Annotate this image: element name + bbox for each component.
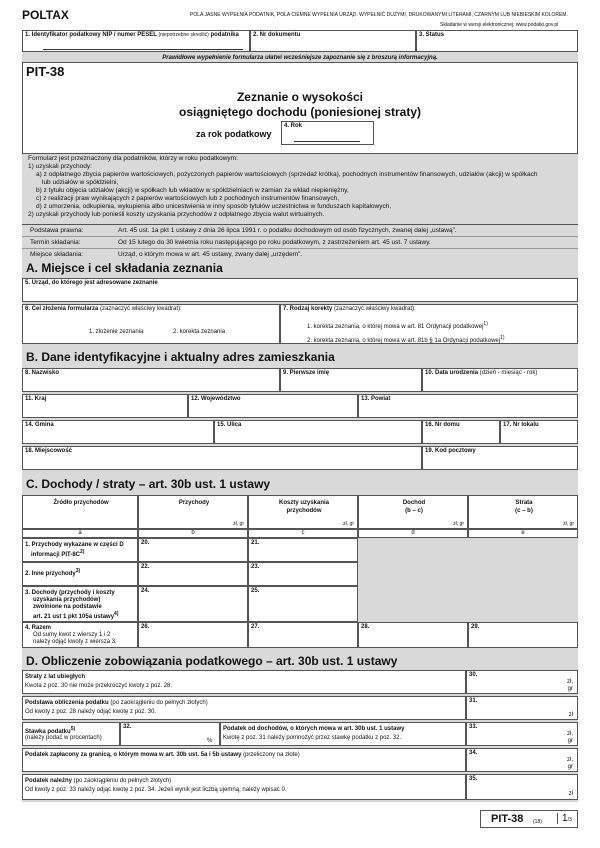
field-30[interactable]: 30. zł, gr: [466, 670, 578, 694]
intro-item: d) z umorzenia, odkupienia, wykupienia albo unicestwienia w inny sposób tytułów uczestnictwa w funduszach kapitałowych,: [36, 203, 392, 210]
field-nip-label: 1. Identyfikator podatkowy NIP / numer PESEL (niepotrzebne skreślić) podatnika: [25, 32, 239, 38]
field-birth-date[interactable]: 10. Data urodzenia (dzień - miesiąc - rok): [422, 368, 578, 392]
col-letter: d: [358, 529, 468, 538]
field-first-name[interactable]: 9. Pierwsze imię: [280, 368, 422, 392]
field-28[interactable]: 28.: [358, 622, 468, 648]
footer-page-box: [480, 810, 578, 828]
field-postal-code[interactable]: 19. Kod pocztowy: [422, 446, 578, 470]
col-header-costs: Koszty uzyskania przychodów zł, gr: [248, 495, 358, 529]
intro-item: lub udziałów w spółdzielni,: [42, 179, 119, 186]
row-label-other: 2. Inne przychody$^{3)}$: [22, 562, 138, 586]
row-label-tax-amount: Podatek od dochodów, o których mowa w art. 30b ust. 1 ustawy Kwotę z poz. 31 należy pomnożyć przez stawkę podatku z poz. 32.: [220, 722, 466, 746]
intro-item: 2) uzyskali przychody lub ponieśli koszty uzyskania przychodów z odpłatnego zbycia walut wirtualnych.: [28, 211, 325, 218]
field-district[interactable]: 13. Powiat: [358, 394, 578, 418]
field-26[interactable]: 26.: [138, 622, 248, 648]
field-tax-office[interactable]: 5. Urząd, do którego jest adresowane zeznanie: [22, 278, 578, 302]
option-correction-81b[interactable]: 2. korekta zeznania, o której mowa w art. 81b § 1a Ordynacji podatkowej$^{1)}$: [307, 335, 505, 344]
intro-item: 1) uzyskali przychody:: [28, 163, 92, 170]
intro-item: b) z tytułu objęcia udziałów (akcji) w spółkach lub wkładów w spółdzielniach w zamian za wkład niepieniężny,: [36, 187, 349, 194]
row-label-total: 4. Razem Od sumy kwot z wierszy 1 i 2 należy odjąć kwoty z wiersza 3.: [22, 622, 138, 648]
field-32[interactable]: 32. %: [120, 722, 220, 746]
field-house-number[interactable]: 16. Nr domu: [422, 420, 500, 444]
field-document-number: 2. Nr dokumentu: [250, 30, 416, 52]
col-header-income: Dochód (b – c) zł, gr: [358, 495, 468, 529]
col-header-revenue: Przychody zł, gr: [138, 495, 248, 529]
col-letter: a: [22, 529, 138, 538]
field-city[interactable]: 18. Miejscowość: [22, 446, 422, 470]
field-33[interactable]: 33. zł, gr: [466, 722, 578, 746]
field-25[interactable]: 25.: [248, 586, 358, 622]
field-year[interactable]: 4. Rok: [281, 121, 374, 145]
col-header-source: Źródło przychodów: [22, 495, 138, 529]
year-label: za rok podatkowy: [196, 129, 272, 139]
field-20[interactable]: 20.: [138, 538, 248, 562]
option-correction-81[interactable]: 1. korekta zeznania, o której mowa w art. 81 Ordynacji podatkowej$^{1)}$: [307, 321, 488, 330]
footer-version: (18): [533, 819, 542, 825]
field-nip-pesel[interactable]: [22, 30, 250, 52]
section-a-title: A. Miejsce i cel składania zeznania: [26, 261, 223, 275]
form-title-line1: Zeznanie o wysokości: [236, 90, 364, 104]
e-version-note: Składanie w wersji elektronicznej: www.podatki.gov.pl: [440, 22, 559, 28]
intro-item: c) z realizacji praw wynikających z papierów wartościowych lub z pochodnych instrumentów finansowych,: [36, 195, 340, 202]
intro-lead: Formularz jest przeznaczony dla podatników, którzy w roku podatkowym:: [28, 155, 238, 162]
digit-line: [43, 49, 243, 50]
row-label-prior-losses: Straty z lat ubiegłych Kwota z poz. 30 nie może przekroczyć kwoty z poz. 28.: [22, 670, 466, 694]
field-27[interactable]: 27.: [248, 622, 358, 648]
field-voivodeship[interactable]: 12. Województwo: [188, 394, 358, 418]
field-status: 3. Status: [416, 30, 578, 52]
field-34[interactable]: 34. zł, gr: [466, 748, 578, 772]
section-d-title: D. Obliczenie zobowiązania podatkowego – art. 30b ust. 1 ustawy: [26, 654, 398, 668]
field-surname[interactable]: 8. Nazwisko: [22, 368, 280, 392]
col-letter: c: [248, 529, 358, 538]
col-header-loss: Strata (c – b) zł, gr: [468, 495, 578, 529]
option-submit[interactable]: 1. złożenie zeznania: [89, 329, 144, 335]
field-23[interactable]: 23.: [248, 562, 358, 586]
field-35[interactable]: 35. zł: [466, 774, 578, 800]
fill-instructions: POLA JASNE WYPEŁNIA PODATNIK, POLA CIEMNE WYPEŁNIA URZĄD. WYPEŁNIĆ DUŻYMI, DRUKOWANYMI LITERAMI, CZARNYM LUB NIEBIESKIM KOLOREM.: [190, 12, 568, 18]
form-code: PIT-38: [26, 64, 65, 79]
row-label-foreign-tax: Podatek zapłacony za granicą, o którym mowa w art. 30b ust. 5a i 5b ustawy (przeliczony na złote): [22, 748, 466, 772]
footer-form-code: PIT-38: [491, 813, 524, 825]
field-24[interactable]: 24.: [138, 586, 248, 622]
row-label-pit8c: 1. Przychody wykazane w części D informacji PIT-$8C^{2)}$: [22, 538, 138, 562]
brochure-note: Prawidłowe wypełnienie formularza ułatwi wcześniejsze zapoznanie się z broszurą informacyjną.: [162, 55, 438, 61]
field-apartment-number[interactable]: 17. Nr lokalu: [500, 420, 578, 444]
field-form-purpose: 6. Cel złożenia formularza (zaznaczyć właściwy kwadrat): 1. złożenie zeznania 2. korekta zeznania: [22, 304, 280, 344]
footer-page-number: 1/3: [557, 813, 572, 824]
field-correction-type: 7. Rodzaj korekty (zaznaczyć właściwy kwadrat): 1. korekta zeznania, o której mowa w art. 81 Ordynacji podatkowej$^{1)}$ 2. korekta zeznania, o której mowa w art. 81b § 1a Ordynacji podatkowej$^{1)}$: [280, 304, 578, 344]
field-21[interactable]: 21.: [248, 538, 358, 562]
field-street[interactable]: 15. Ulica: [214, 420, 422, 444]
brand-logo: POLTAX: [22, 8, 69, 22]
section-b-title: B. Dane identyfikacyjne i aktualny adres zamieszkania: [26, 350, 335, 364]
row-label-exempt: 3. Dochody (przychody i koszty uzyskania przychodów) zwolnione na podstawie art. 21 ust 1 pkt 105a ustawy$^{4)}$: [22, 586, 138, 622]
form-title-line2: osiągniętego dochodu (poniesionej straty): [178, 105, 421, 119]
legal-basis: Podstawa prawna: Art. 45 ust. 1a pkt 1 ustawy z dnia 26 lipca 1991 r. o podatku dochodowym od osób fizycznych, zwanej dalej „ustawą”. Termin składania: Od 15 lutego do 30 kwietnia roku następującego po roku podatkowym, z zastrzeżeniem art. 45 ust. 7 ustawy. Miejsce składania: Urząd, o którym mowa w art. 45 ustawy, zwany dalej „urzędem”.: [22, 224, 578, 260]
row-label-tax-rate: Stawka podatku$^{5)}$ (należy podać w procentach): [22, 722, 120, 746]
col-letter: b: [138, 529, 248, 538]
row-label-tax-base: Podstawa obliczenia podatku (po zaokrągleniu do pełnych złotych) Od kwoty z poz. 28 należy odjąć kwotę z poz. 30.: [22, 696, 466, 720]
col-letter: e: [468, 529, 578, 538]
intro-text: [28, 155, 573, 219]
section-c-title: C. Dochody / straty – art. 30b ust. 1 ustawy: [26, 477, 271, 491]
field-22[interactable]: 22.: [138, 562, 248, 586]
option-correction[interactable]: 2. korekta zeznania: [173, 329, 226, 335]
intro-item: a) z odpłatnego zbycia papierów wartościowych, pożyczonych papierów wartościowych (sprzedaż krótka), pochodnych instrumentów finansowych, udziałów (akcji) w spółkach: [36, 171, 538, 178]
field-31[interactable]: 31. zł: [466, 696, 578, 720]
field-29[interactable]: 29.: [468, 622, 578, 648]
row-label-tax-due: Podatek należny (po zaokrągleniu do pełnych złotych) Od kwoty z poz. 33 należy odjąć kwotę z poz. 34. Jeżeli wynik jest liczbą ujemną, należy wpisać 0.: [22, 774, 466, 800]
field-country[interactable]: 11. Kraj: [22, 394, 188, 418]
field-municipality[interactable]: 14. Gmina: [22, 420, 214, 444]
